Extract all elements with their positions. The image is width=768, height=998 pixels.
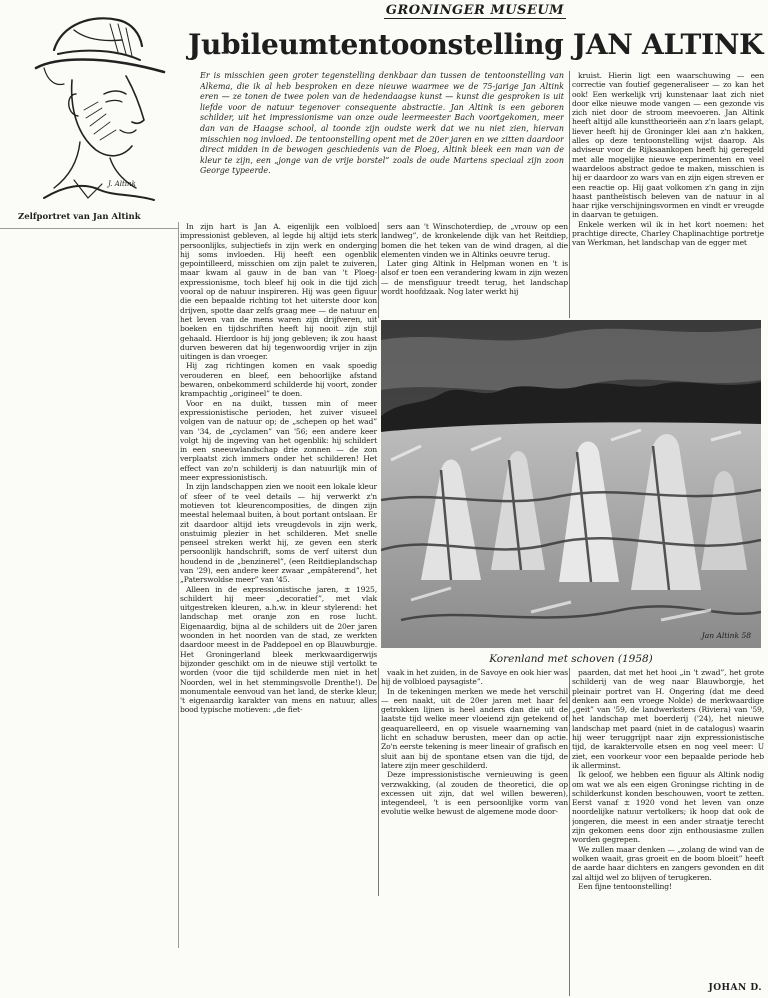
column-2-paragraph: Later ging Altink in Helpman wonen en 't is alsof er toen een verandering kwam in zijn wezen — de mensfiguur treedt terug, het landschap wordt hoofdzaak. Nog later werkt hij [381, 259, 568, 297]
column-2-paragraph: Deze impressionistische vernieuwing is geen verzwakking, (al zouden de theoretici, die op excessen uit zijn, dat wel willen beweren), integendeel, 't is een persoonlijke vorm van evolutie welke bewust de algemene mode door- [381, 770, 568, 817]
painting-image [381, 320, 761, 648]
column-3-bottom [572, 668, 764, 980]
column-1-paragraph: Alleen in de expressionistische jaren, ± 1925, schildert hij meer „decoratief”, met vlak uitgestreken kleuren, a.h.w. in kleur stylerend: het landschap met oranje zon en rose lucht. Eigenaardig, bijna al de schilders uit de 20er jaren woonden in het noorden van de stad, ze werkten daardoor meest in de Paddepoel en op Blauwburgje. Het Groningerland bleek merkwaardigerwijs bijzonder geschikt om in de nieuwe stijl vertolkt te worden (voor die tijd schilderde men niet in het Noorden, wel in het stemmingsvolle Drenthe!). De monumentale eenvoud van het land, de sterke kleur, 't eigenaardig karakter van mens en natuur, alles bood typische motieven: „de fiet- [180, 584, 377, 715]
column-rule [378, 668, 379, 896]
column-3-paragraph: paarden, dat met het hooi „in 't zwad”, het grote schilderij van de weg naar Blauwborgje, het pleinair portret van H. Ongering (dat me deed denken aan een vroege Nolde) de merkwaardige „geit” van '59, de landwerksters (Riviera) van '59, het landschap met boerderij ('24), het nieuwe landschap met paard (niet in de catalogus) waarin hij weer teruggrijpt naar zijn expressionistische tijd, de karaktervolle etsen en nog veel meer: U ziet, een voorkeur voor een bepaalde periode heb ik allerminst. [572, 668, 764, 770]
column-2-bottom [381, 668, 568, 896]
column-1 [180, 222, 377, 948]
column-3-paragraph: Enkele werken wil ik in het kort noemen: het prachtige directe, Charley Chaplinachtige portretje van Werkman, het landschap van de egger met [572, 219, 764, 248]
column-1-paragraph: In zijn hart is Jan A. eigenlijk een volbloed impressionist gebleven, al legde hij altijd iets sterk persoonlijks, subjectiefs in zijn werk en onderging hij soms invloeden. Hij heeft een ogenblik gepointilleerd, misschien om zijn palet te zuiveren, maar kwam al gauw in de ban van 't Ploeg-expressionisme, toch bleef hij ook in die tijd zich vooral op de natuur inspireren. Hij was geen figuur die een bepaalde richting tot het uiterste door kon drijven, spotte daar zelfs graag mee — de natuur en het leven van de mens waren zijn drijfveren, uit boeken en tijdschriften heeft hij nooit zijn stijl gehaald. Hierdoor is hij jong gebleven; ik zou haast durven beweren dat hij tegenwoordig vrijer in zijn uitingen is dan vroeger. [180, 222, 377, 362]
column-rule [178, 222, 179, 948]
column-1-paragraph: In zijn landschappen zien we nooit een lokale kleur of sfeer of te veel details — hij verwerkt z'n motieven tot kleurencomposities, de dingen zijn meestal helemaal buiten, à bout portant ontslaan. Er zit daardoor altijd iets vreugdevols in zijn werk, onstuimig plezier in het schilderen. Met snelle penseel streken werkt hij, ze geven een sterk persoonlijk handschrift, soms de verf uiterst dun houdend in de „benzinerel”, (een Reitdieplandschap van '29), een andere keer zwaar „empâterend”, het „Paterswoldse meer” van '45. [180, 482, 377, 585]
portrait-sketch [14, 10, 174, 205]
column-1-paragraph: Voor en na duikt, tussen min of meer expressionistische perioden, het zuiver visueel volgen van de natuur op; de „schepen op het wad” van '34, de „cyclamen” van '56; een andere keer volgt hij de ingeving van het ogenblik: hij schildert in een sneeuwlandschap drie zonnen — de zon verplaatst zich immers onder het schilderen! Het effect van zo'n schilderij is dan natuurlijk min of meer expressionistisch. [180, 398, 377, 483]
column-3-paragraph: We zullen maar denken — „zolang de wind van de wolken waait, gras groeit en de boom bloeit” heeft de aarde haar dichters en zangers gevonden en dit zal altijd wel zo blijven of terugkeren. [572, 844, 764, 882]
self-portrait-drawing [14, 10, 174, 205]
column-2-top [381, 222, 568, 318]
column-2-paragraph: vaak in het zuiden, in de Savoye en ook hier was hij de volbloed paysagiste”. [381, 668, 568, 687]
newspaper-kicker [380, 3, 570, 18]
caption-rule [0, 228, 178, 229]
column-1-paragraph: Hij zag richtingen komen en vaak spoedig verouderen en bleef, een behoorlijke afstand bewaren, onbekommerd schilderde hij voort, zonder krampachtig „origineel” te doen. [180, 361, 377, 399]
column-rule [569, 668, 570, 996]
painting-caption: Korenland met schoven (1958) [489, 653, 653, 665]
column-3-paragraph: kruist. Hierin ligt een waarschuwing — een correctie van foutief gegeneraliseer — zo kan het ook! Een werkelijk vrij kunstenaar laat zich niet door elke nieuwe mode vangen — een gezonde vis zich niet door de stroom meevoeren. Jan Altink heeft altijd alle kunsttheorieën aan z'n laars gelapt, liever heeft hij de Groninger klei aan z'n hakken, alles op deze tentoonstelling wijst daarop. Als adviseur voor de Rijksaankopen heeft hij geregeld met alle mogelijke nieuwe experimenten en veel waardeloos abstract gedoe te maken, misschien is hij er daardoor zo wars van en zijn eigen streven er een reactie op. Hij gaat volkomen z'n gang in zijn haast pantheïstisch beleven van de natuur in al haar rijke verschijningsvormen en vindt er vreugde in daarvan te getuigen. [572, 71, 764, 220]
portrait-signature: J. Altink [108, 180, 136, 188]
kicker-text: GRONINGER MUSEUM [385, 3, 565, 18]
intro-paragraph: Er is misschien geen groter tegenstelling denkbaar dan tussen de tentoonstelling van Alkema, die ik al heb besproken en deze nieuwe waarmee we de 75-jarige Jan Altink eren — ze tonen de twee polen van de hedendaagse kunst — kunst die gesproken is uit liefde voor de natuur tegenover consequente abstractie. Jan Altink is een geboren schilder, uit het impressionisme van onze oude leermeester Bach voortgekomen, meer dan van de Haagse school, al toonde zijn oudste werk dat we nu niet zien, hiervan misschien nog invloed. De tentoonstelling opent met de 20er jaren en we zitten daardoor direct midden in de bewogen geschiedenis van de Ploeg, Altink bleek een man van de kleur te zijn, een „jonge van de vrije borstel” zoals de oude Martens speciaal zijn zoon George typeerde. [200, 71, 564, 176]
column-3-top [572, 71, 764, 318]
column-rule [569, 71, 570, 318]
column-2-paragraph: In de tekeningen merken we mede het verschil — een naakt, uit de 20er jaren met haar fel getrokken lijnen is heel anders dan die uit de laatste tijd welke meer vloeiend zijn getekend of geaquarelleerd, en op visuele waarneming van licht en schaduw berusten, meer dan op actie. Zo'n eerste tekening is meer lineair of grafisch en sluit aan bij de spontane etsen van die tijd, de latere zijn meer geschilderd. [381, 686, 568, 770]
column-3-paragraph: Ik geloof, we hebben een figuur als Altink nodig om wat we als een eigen Groningse richting in de schilderkunst konden beschouwen, voort te zetten. Eerst vanaf ± 1920 vond het leven van onze noordelijke natuur vertolkers; ik hoop dat ook de jongeren, die meest in een ander straatje terecht zijn gekomen eens door zijn enthousiasme zullen worden gegrepen. [572, 770, 764, 845]
page-title: Jubileumtentoonstelling JAN ALTINK [188, 28, 764, 61]
author-signature: JOHAN D. [708, 983, 762, 993]
painting-signature: Jan Altink 58 [701, 631, 751, 640]
painting-korenland [381, 320, 761, 648]
column-3-paragraph: Een fijne tentoonstelling! [578, 881, 672, 891]
column-rule [378, 222, 379, 318]
column-2-paragraph: sers aan 't Winschoterdiep, de „vrouw op een landweg”, de kronkelende dijk van het Reitdiep, bomen die het teken van de wind dragen, al die elementen vinden we in Altinks oeuvre terug. [381, 222, 568, 259]
portrait-caption: Zelfportret van Jan Altink [18, 212, 141, 222]
